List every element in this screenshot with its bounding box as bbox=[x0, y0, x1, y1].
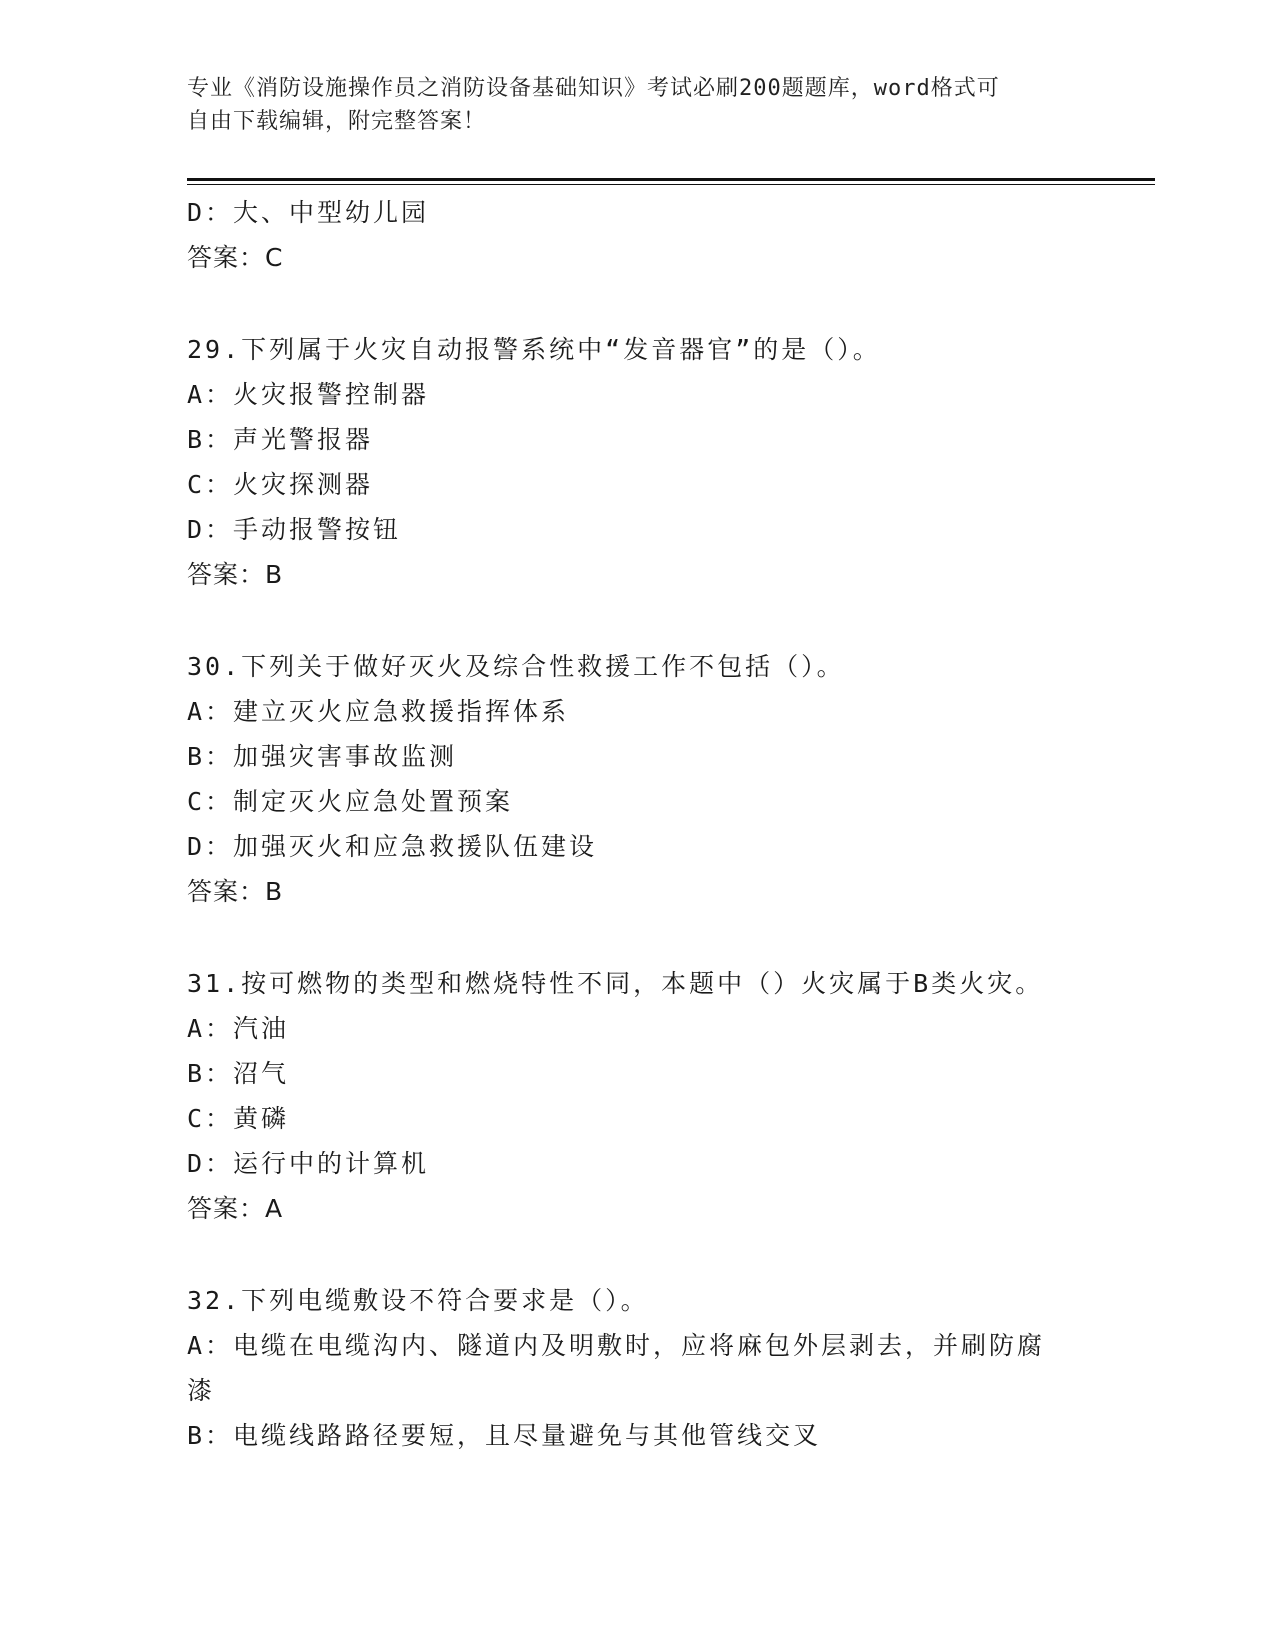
question-29-option-b: B：声光警报器 bbox=[187, 425, 374, 454]
spacer bbox=[187, 914, 1087, 961]
option-d: D：大、中型幼儿园 bbox=[187, 198, 430, 227]
question-29-option-a: A：火灾报警控制器 bbox=[187, 380, 430, 409]
header-rule-thin bbox=[187, 184, 1155, 185]
document-header bbox=[187, 72, 1087, 138]
question-30-option-c: C：制定灭火应急处置预案 bbox=[187, 787, 514, 816]
question-29-option-d: D：手动报警按钮 bbox=[187, 515, 402, 544]
question-31-option-a: A：汽油 bbox=[187, 1014, 290, 1043]
question-32-option-a-line-2: 漆 bbox=[187, 1376, 216, 1405]
question-32-option-a-line-1: A：电缆在电缆沟内、隧道内及明敷时，应将麻包外层剥去，并刷防腐 bbox=[187, 1331, 1046, 1360]
question-29-answer: 答案：B bbox=[187, 560, 284, 589]
question-31-option-b: B：沼气 bbox=[187, 1059, 290, 1088]
question-31-option-d: D：运行中的计算机 bbox=[187, 1149, 430, 1178]
question-30-option-a: A：建立灭火应急救援指挥体系 bbox=[187, 697, 570, 726]
question-29-title: 29.下列属于火灾自动报警系统中“发音器官”的是（）。 bbox=[187, 335, 881, 364]
question-32-option-b: B：电缆线路路径要短，且尽量避免与其他管线交叉 bbox=[187, 1421, 822, 1450]
header-line-2: 自由下载编辑，附完整答案！ bbox=[187, 109, 487, 134]
question-29-option-c: C：火灾探测器 bbox=[187, 470, 374, 499]
question-31-answer: 答案：A bbox=[187, 1194, 284, 1223]
question-list bbox=[187, 190, 1087, 1458]
header-line-1: 专业《消防设施操作员之消防设备基础知识》考试必刷200题题库，word格式可 bbox=[187, 76, 1000, 101]
spacer bbox=[187, 280, 1087, 327]
header-rule-thick bbox=[187, 178, 1155, 181]
question-32-title: 32.下列电缆敷设不符合要求是（）。 bbox=[187, 1286, 649, 1315]
spacer bbox=[187, 597, 1087, 644]
question-30-option-b: B：加强灾害事故监测 bbox=[187, 742, 458, 771]
question-30-option-d: D：加强灭火和应急救援队伍建设 bbox=[187, 832, 598, 861]
answer-line: 答案：C bbox=[187, 243, 284, 272]
question-30-title: 30.下列关于做好灭火及综合性救援工作不包括（）。 bbox=[187, 652, 845, 681]
question-30-answer: 答案：B bbox=[187, 877, 284, 906]
spacer bbox=[187, 1231, 1087, 1278]
question-31-title: 31.按可燃物的类型和燃烧特性不同，本题中（）火灾属于B类火灾。 bbox=[187, 969, 1044, 998]
question-31-option-c: C：黄磷 bbox=[187, 1104, 290, 1133]
